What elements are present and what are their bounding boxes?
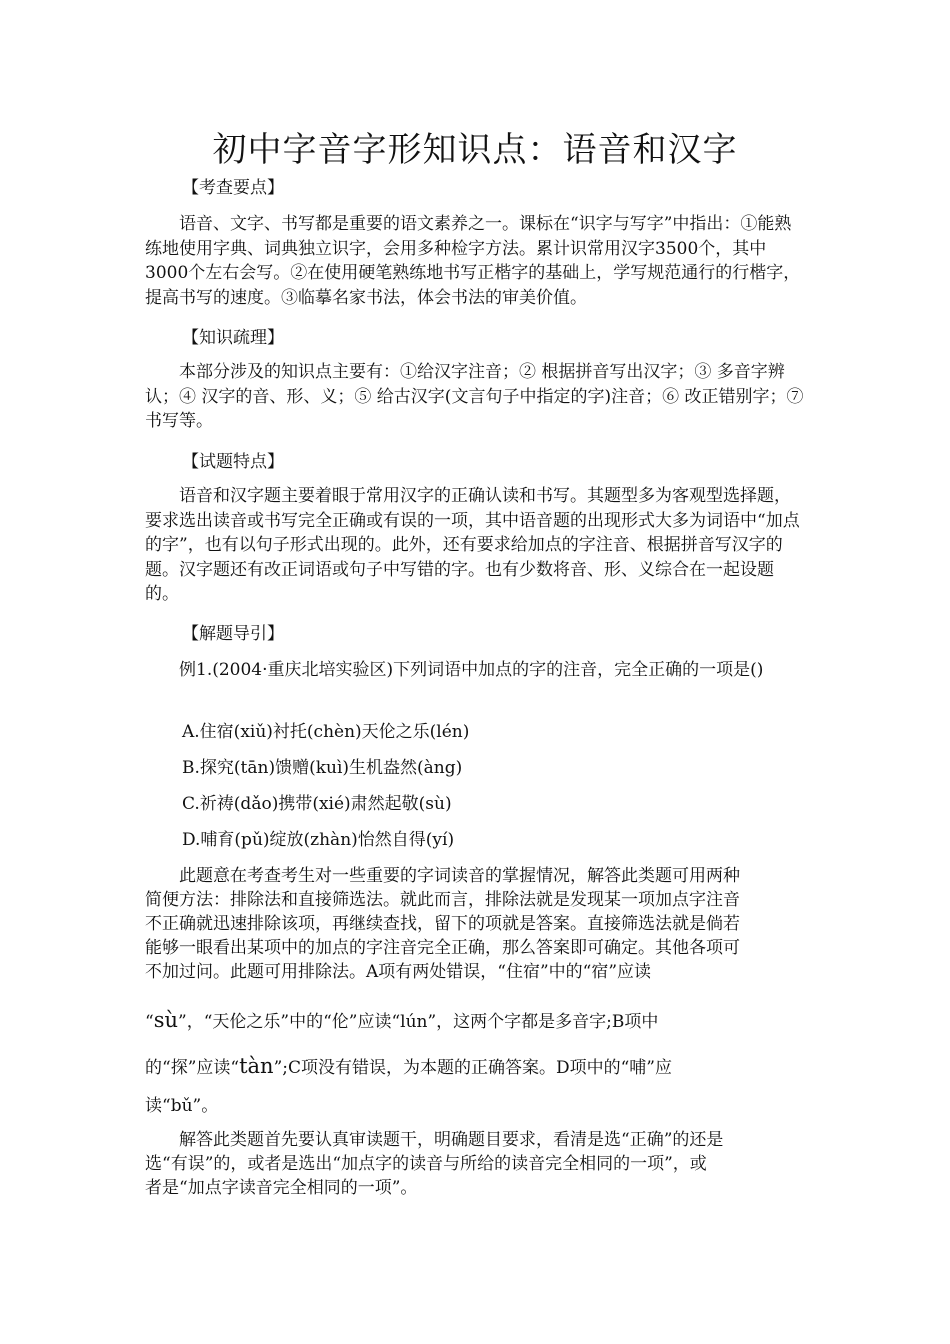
heading-kaocha: 【考查要点】 — [182, 178, 284, 198]
analysis-line: 不加过问。此题可用排除法。A项有两处错误，“住宿”中的“宿”应读 — [145, 962, 652, 982]
paragraph-kaocha-text: 语音、文字、书写都是重要的语文素养之一。课标在“识字与写字”中指出：①能熟练地使用字典、词典独立识字，会用多种检字方法。累计识常用汉字3500个，其中3000个左右会写。②在使用硬笔熟练地书写正楷字的基础上，学写规范通行的行楷字，提高书写的速度。③临摹名家书法，体会书法的审美价值。 — [145, 214, 801, 308]
analysis-line: 简便方法：排除法和直接筛选法。就此而言，排除法就是发现某一项加点字注音 — [145, 890, 740, 910]
paragraph-zhishi-text: 本部分涉及的知识点主要有：①给汉字注音；② 根据拼音写出汉字；③ 多音字辨认；④ 汉字的音、形、义；⑤ 给古汉字(文言句子中指定的字)注音；⑥ 改正错别字；⑦ 书写等。 — [145, 362, 804, 431]
analysis-line-8 — [145, 1094, 807, 1118]
analysis-line-6 — [145, 1006, 807, 1036]
analysis-line-7 — [145, 1052, 807, 1082]
analysis-line-6-rest: ”，“天伦之乐”中的“伦”应读“lún”，这两个字都是多音字;B项中 — [178, 1012, 659, 1032]
analysis-block — [145, 864, 807, 984]
quote-open: “ — [145, 1012, 154, 1032]
paragraph-shiti-text: 语音和汉字题主要着眼于常用汉字的正确认读和书写。其题型多为客观型选择题，要求选出读音或书写完全正确或有误的一项，其中语音题的出现形式大多为词语中“加点的字”，也有以句子形式出现的。此外，还有要求给加点的字注音、根据拼音写汉字的题。汉字题还有改正词语或句子中写错的字。也有少数将音、形、义综合在一起设题的。 — [145, 486, 800, 604]
option-a: A.住宿(xiǔ)衬托(chèn)天伦之乐(lén) — [182, 722, 470, 742]
pinyin-tan: tàn — [239, 1054, 274, 1078]
tip-line: 者是“加点字读音完全相同的一项”。 — [145, 1178, 418, 1198]
analysis-line: 此题意在考查考生对一些重要的字词读音的掌握情况，解答此类题可用两种 — [179, 866, 740, 886]
paragraph-kaocha — [145, 212, 807, 310]
tip-line: 解答此类题首先要认真审读题干，明确题目要求，看清是选“正确”的还是 — [179, 1130, 724, 1150]
analysis-line: 不正确就迅速排除该项，再继续查找，留下的项就是答案。直接筛选法就是倘若 — [145, 914, 740, 934]
example-question-text: 例1.(2004·重庆北培实验区)下列词语中加点的字的注音，完全正确的一项是() — [179, 660, 764, 680]
tip-block — [145, 1128, 807, 1200]
pinyin-su: sù — [153, 1008, 179, 1032]
heading-shiti: 【试题特点】 — [182, 452, 284, 472]
paragraph-shiti — [145, 484, 807, 607]
analysis-line-7-rest: ”;C项没有错误，为本题的正确答案。D项中的“哺”应 — [273, 1058, 672, 1078]
analysis-line-7-start: 的“探”应读“ — [145, 1058, 240, 1078]
option-d: D.哺育(pǔ)绽放(zhàn)怡然自得(yí) — [182, 830, 455, 850]
option-b: B.探究(tān)馈赠(kuì)生机盎然(àng) — [182, 758, 463, 778]
heading-zhishi: 【知识疏理】 — [182, 328, 284, 348]
tip-line: 选“有误”的，或者是选出“加点字的读音与所给的读音完全相同的一项”，或 — [145, 1154, 707, 1174]
analysis-line: 能够一眼看出某项中的加点的字注音完全正确，那么答案即可确定。其他各项可 — [145, 938, 740, 958]
example-question — [145, 658, 807, 683]
option-c: C.祈祷(dǎo)携带(xié)肃然起敬(sù) — [182, 794, 452, 814]
page-title: 初中字音字形知识点：语音和汉字 — [212, 130, 738, 170]
analysis-line-8-text: 读“bǔ”。 — [145, 1096, 219, 1116]
heading-jieti: 【解题导引】 — [182, 624, 284, 644]
paragraph-zhishi — [145, 360, 807, 434]
